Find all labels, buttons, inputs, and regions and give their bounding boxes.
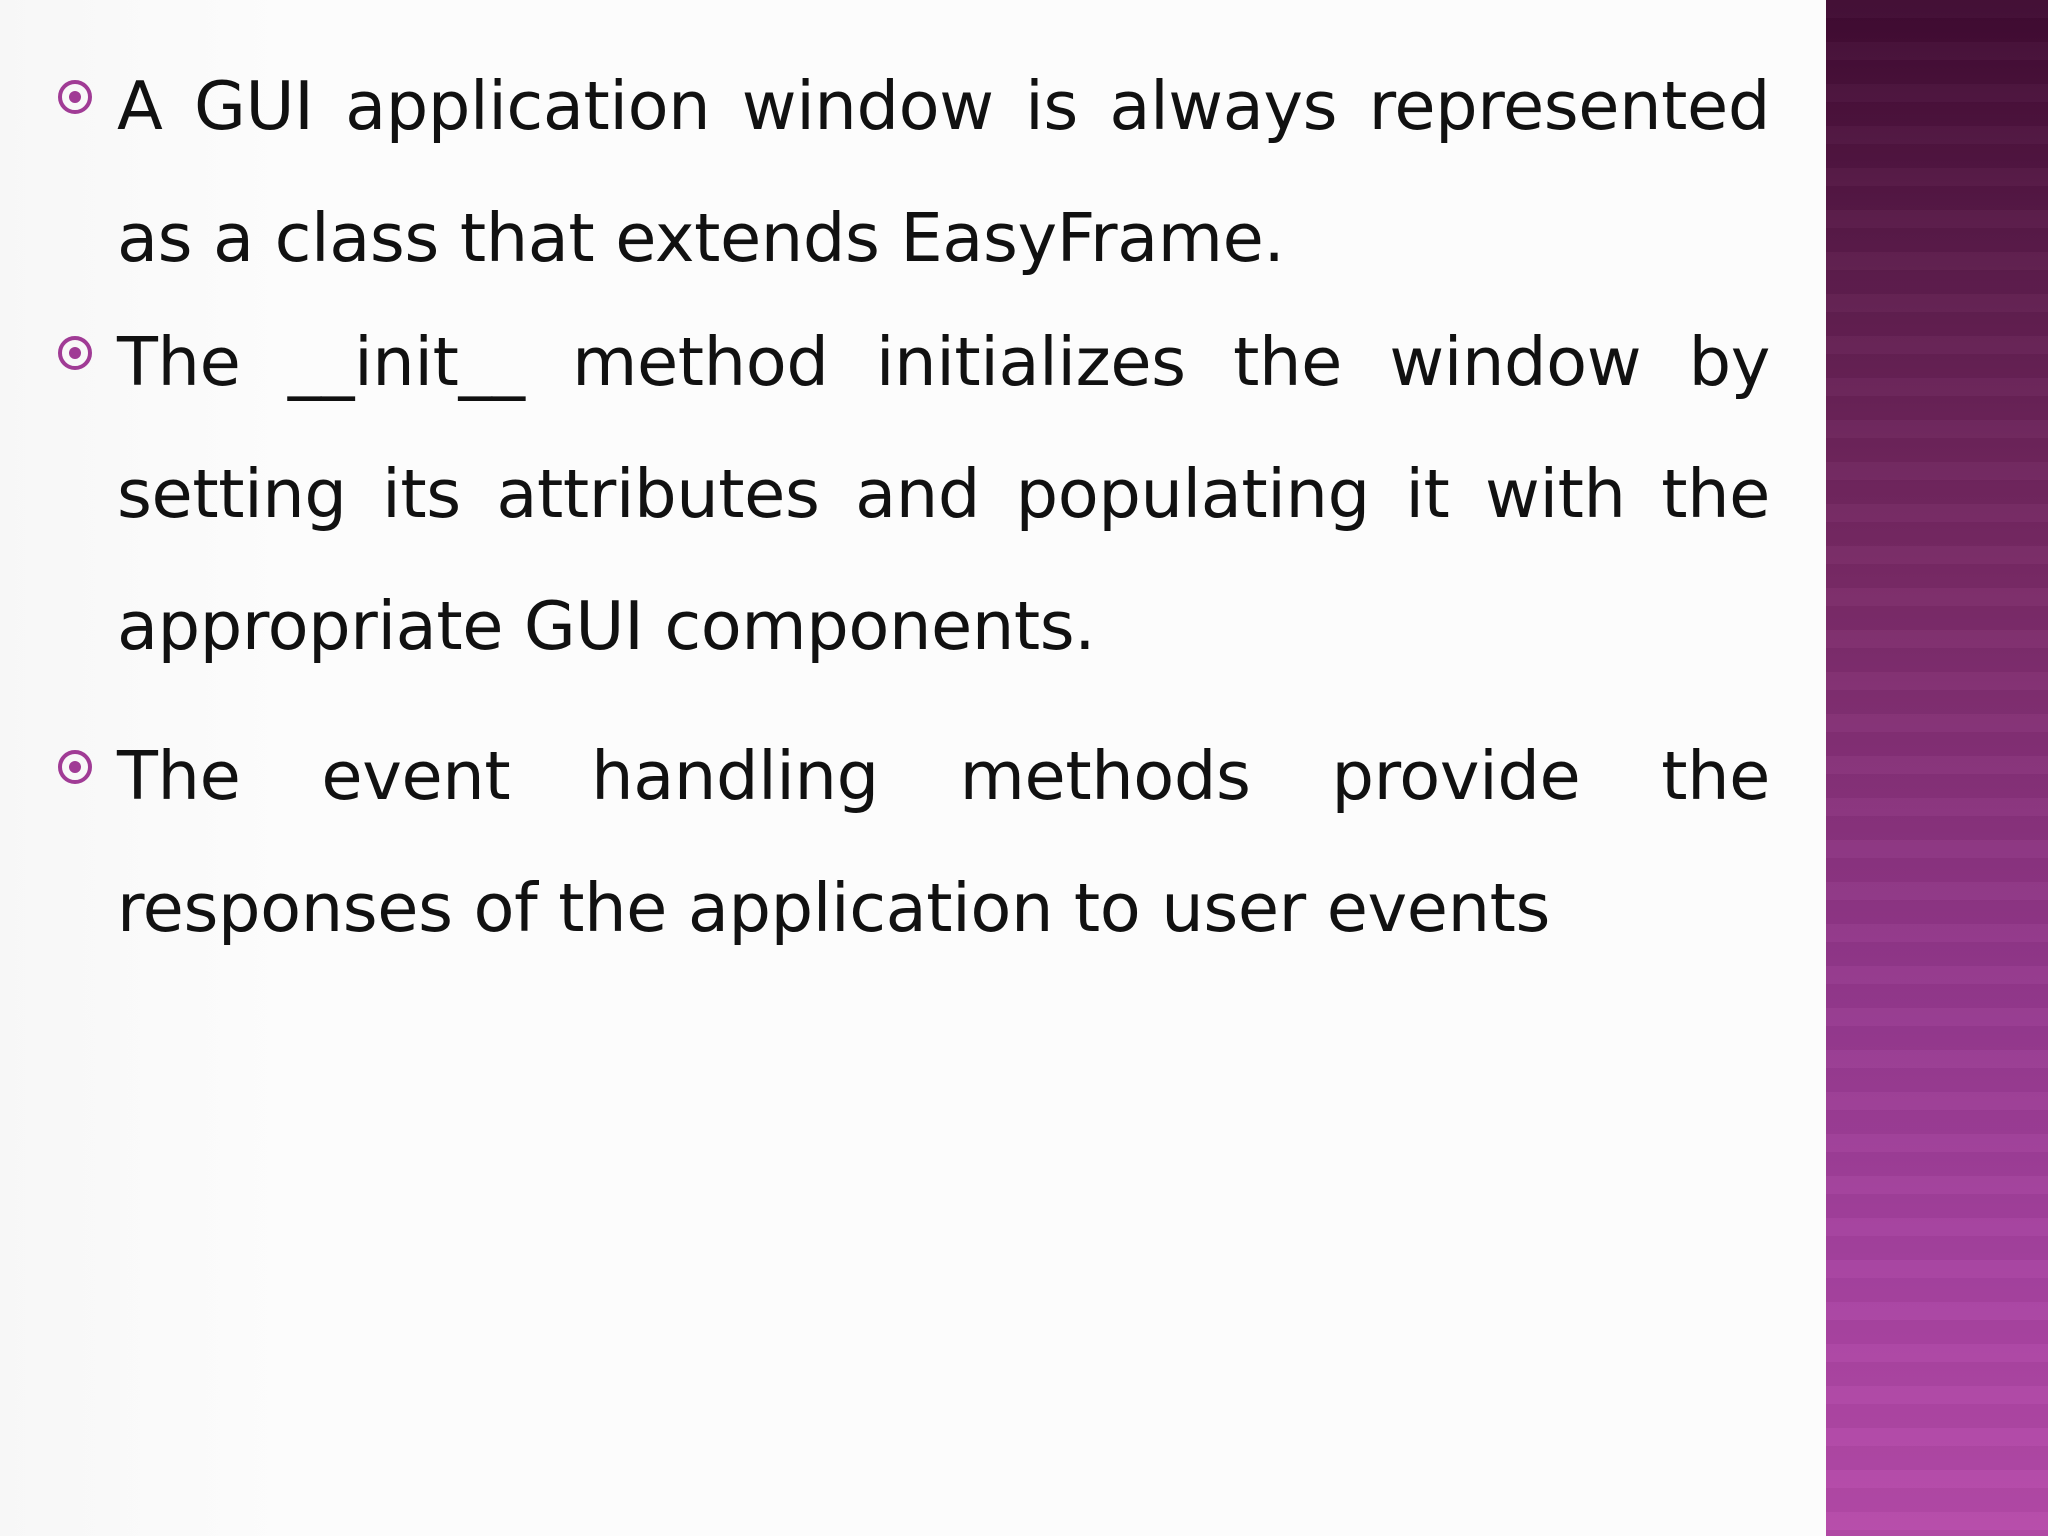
decorative-purple-side-band <box>1826 0 2048 1536</box>
bullet-item-init-method <box>58 296 1770 710</box>
bullet-text: The __init__ method initializes the window by setting its attributes and populating it with the appropriate GUI components. <box>117 323 1770 665</box>
bullet-list <box>58 40 1770 990</box>
target-bullet-icon <box>58 750 92 784</box>
bullet-text: The event handling methods provide the responses of the application to user events <box>117 737 1770 947</box>
bullet-item-event-handling <box>58 710 1770 990</box>
target-bullet-icon <box>58 80 92 114</box>
bullet-item-gui-window-class <box>58 40 1770 296</box>
target-bullet-icon <box>58 336 92 370</box>
bullet-text: A GUI application window is always represented as a class that extends EasyFrame. <box>117 67 1770 277</box>
